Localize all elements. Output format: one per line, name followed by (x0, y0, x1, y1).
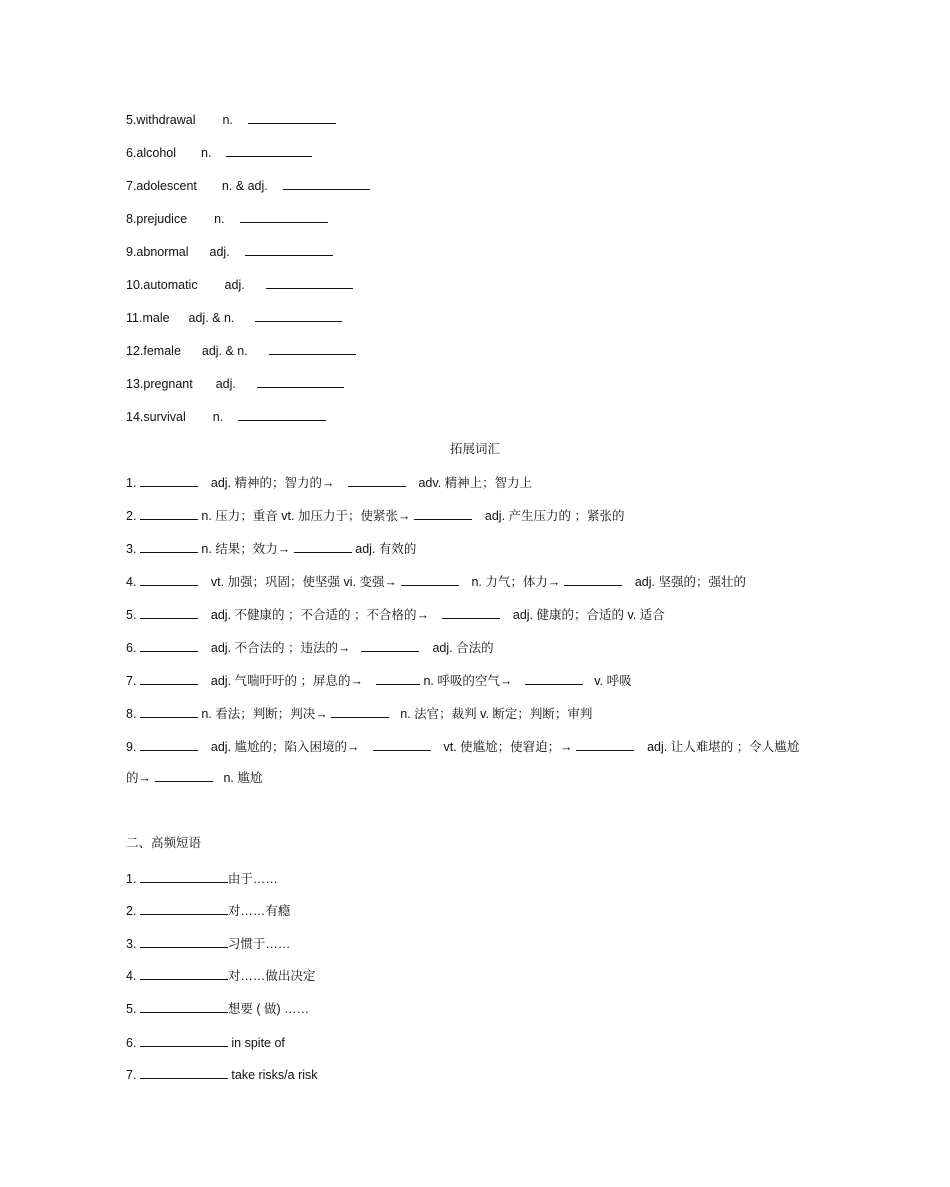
answer-blank[interactable] (266, 275, 353, 289)
phrase-item (126, 1065, 318, 1083)
extended-item (126, 506, 625, 524)
answer-blank[interactable] (294, 539, 352, 553)
answer-blank[interactable] (255, 308, 342, 322)
extended-definition: n. 结果；效力→ (201, 542, 291, 556)
vocab-word: 9.abnormal (126, 245, 189, 259)
answer-blank[interactable] (140, 999, 228, 1013)
vocab-word: 6.alcohol (126, 146, 177, 160)
answer-blank[interactable] (376, 671, 420, 685)
vocab-word: 7.adolescent (126, 179, 197, 193)
vocab-pos: adj. & n. (188, 311, 235, 325)
item-number: 3. (126, 542, 137, 556)
phrase-meaning: 对……做出决定 (227, 969, 316, 983)
item-number: 5. (126, 1002, 137, 1016)
item-number: 4. (126, 575, 137, 589)
extended-definition: n. 尴尬 (223, 771, 263, 785)
vocab-pos: n. (201, 146, 212, 160)
extended-definition: adv. 精神上；智力上 (418, 476, 533, 490)
extended-definition: n. 压力；重音 vt. 加压力于；使紧张→ (201, 509, 411, 523)
vocab-item (126, 407, 326, 425)
extended-definition: adj. 不健康的 ；不合适的 ；不合格的→ (210, 608, 429, 622)
phrase-item (126, 1033, 285, 1051)
answer-blank[interactable] (240, 209, 328, 223)
extended-definition: adj. 精神的；智力的→ (210, 476, 335, 490)
answer-blank[interactable] (373, 737, 431, 751)
answer-blank[interactable] (140, 737, 198, 751)
answer-blank[interactable] (245, 242, 333, 256)
answer-blank[interactable] (140, 572, 198, 586)
vocab-word: 5.withdrawal (126, 113, 196, 127)
vocab-pos: adj. (209, 245, 230, 259)
item-number: 6. (126, 641, 137, 655)
answer-blank[interactable] (140, 966, 228, 980)
answer-blank[interactable] (140, 704, 198, 718)
extended-definition: n. 法官；裁判 v. 断定；判断；审判 (400, 707, 593, 721)
item-number: 7. (126, 674, 137, 688)
extended-item (126, 473, 532, 491)
answer-blank[interactable] (401, 572, 459, 586)
extended-definition: 的→ (126, 771, 152, 785)
extended-definition: adj. 有效的 (355, 542, 417, 556)
extended-item (126, 737, 799, 755)
vocab-item (126, 143, 312, 161)
vocab-word: 10.automatic (126, 278, 198, 292)
answer-blank[interactable] (564, 572, 622, 586)
extended-definition: adj. 合法的 (432, 641, 494, 655)
answer-blank[interactable] (576, 737, 634, 751)
answer-blank[interactable] (414, 506, 472, 520)
extended-definition: adj. 气喘吁吁的 ；屏息的→ (210, 674, 363, 688)
extended-definition: vt. 使尴尬；使窘迫；→ (443, 740, 573, 754)
item-number: 9. (126, 740, 137, 754)
answer-blank[interactable] (140, 1033, 228, 1047)
vocab-item (126, 308, 342, 326)
vocab-item (126, 275, 353, 293)
phrase-item (126, 869, 278, 887)
answer-blank[interactable] (269, 341, 356, 355)
extended-item (126, 704, 592, 722)
phrase-meaning: in spite of (227, 1036, 285, 1050)
phrase-item (126, 999, 309, 1017)
answer-blank[interactable] (361, 638, 419, 652)
item-number: 4. (126, 969, 137, 983)
vocab-pos: adj. (215, 377, 236, 391)
vocab-item (126, 341, 356, 359)
item-number: 1. (126, 476, 137, 490)
item-number: 8. (126, 707, 137, 721)
answer-blank[interactable] (226, 143, 312, 157)
vocab-item (126, 242, 333, 260)
answer-blank[interactable] (238, 407, 326, 421)
vocab-item (126, 374, 344, 392)
answer-blank[interactable] (140, 506, 198, 520)
answer-blank[interactable] (140, 671, 198, 685)
vocab-pos: n. (212, 410, 224, 424)
extended-definition: adj. 让人难堪的 ；令人尴尬 (647, 740, 800, 754)
extended-definition: n. 力气；体力→ (471, 575, 561, 589)
answer-blank[interactable] (140, 473, 198, 487)
answer-blank[interactable] (155, 768, 213, 782)
section-title-extended-vocab: 拓展词汇 (449, 442, 500, 456)
answer-blank[interactable] (140, 605, 198, 619)
item-number: 2. (126, 509, 137, 523)
phrase-meaning: 习惯于…… (227, 937, 291, 951)
answer-blank[interactable] (331, 704, 389, 718)
vocab-pos: adj. & n. (201, 344, 248, 358)
phrase-meaning: take risks/a risk (227, 1068, 318, 1082)
item-number: 1. (126, 872, 137, 886)
item-number: 3. (126, 937, 137, 951)
vocab-word: 8.prejudice (126, 212, 188, 226)
answer-blank[interactable] (442, 605, 500, 619)
phrase-item (126, 966, 315, 984)
extended-definition: n. 看法；判断；判决→ (201, 707, 328, 721)
answer-blank[interactable] (283, 176, 370, 190)
answer-blank[interactable] (140, 901, 228, 915)
vocab-item (126, 209, 328, 227)
vocab-pos: n. (222, 113, 233, 127)
extended-definition: n. 呼吸的空气→ (423, 674, 513, 688)
item-number: 6. (126, 1036, 137, 1050)
answer-blank[interactable] (140, 1065, 228, 1079)
extended-item (126, 671, 632, 689)
item-number: 7. (126, 1068, 137, 1082)
extended-definition: adj. 健康的；合适的 v. 适合 (512, 608, 665, 622)
vocab-word: 13.pregnant (126, 377, 193, 391)
vocab-pos: adj. (224, 278, 245, 292)
answer-blank[interactable] (140, 539, 198, 553)
extended-item-continuation (126, 768, 262, 786)
extended-definition: adj. 坚强的；强壮的 (634, 575, 746, 589)
phrase-meaning: 对……有瘾 (227, 904, 291, 918)
answer-blank[interactable] (525, 671, 583, 685)
answer-blank[interactable] (348, 473, 406, 487)
vocab-item (126, 110, 336, 128)
item-number: 5. (126, 608, 137, 622)
phrase-item (126, 934, 290, 952)
answer-blank[interactable] (140, 934, 228, 948)
section-title-phrases: 二、高频短语 (126, 836, 202, 850)
extended-definition: adj. 尴尬的；陷入困境的→ (210, 740, 360, 754)
vocab-pos: n. & adj. (221, 179, 268, 193)
answer-blank[interactable] (257, 374, 344, 388)
answer-blank[interactable] (140, 869, 228, 883)
extended-definition: adj. 产生压力的 ；紧张的 (484, 509, 625, 523)
vocab-pos: n. (214, 212, 225, 226)
extended-item (126, 539, 416, 557)
answer-blank[interactable] (248, 110, 336, 124)
extended-definition: adj. 不合法的 ；违法的→ (210, 641, 351, 655)
extended-item (126, 572, 746, 590)
vocab-word: 11.male (126, 311, 170, 325)
answer-blank[interactable] (140, 638, 198, 652)
vocab-word: 14.survival (126, 410, 186, 424)
extended-definition: vt. 加强；巩固；使坚强 vi. 变强→ (210, 575, 398, 589)
extended-item (126, 605, 665, 623)
extended-item (126, 638, 494, 656)
vocab-word: 12.female (126, 344, 181, 358)
phrase-meaning: 由于…… (227, 872, 278, 886)
item-number: 2. (126, 904, 137, 918)
extended-definition: v. 呼吸 (594, 674, 632, 688)
vocab-item (126, 176, 370, 194)
phrase-item (126, 901, 290, 919)
phrase-meaning: 想要 ( 做) …… (227, 1002, 310, 1016)
